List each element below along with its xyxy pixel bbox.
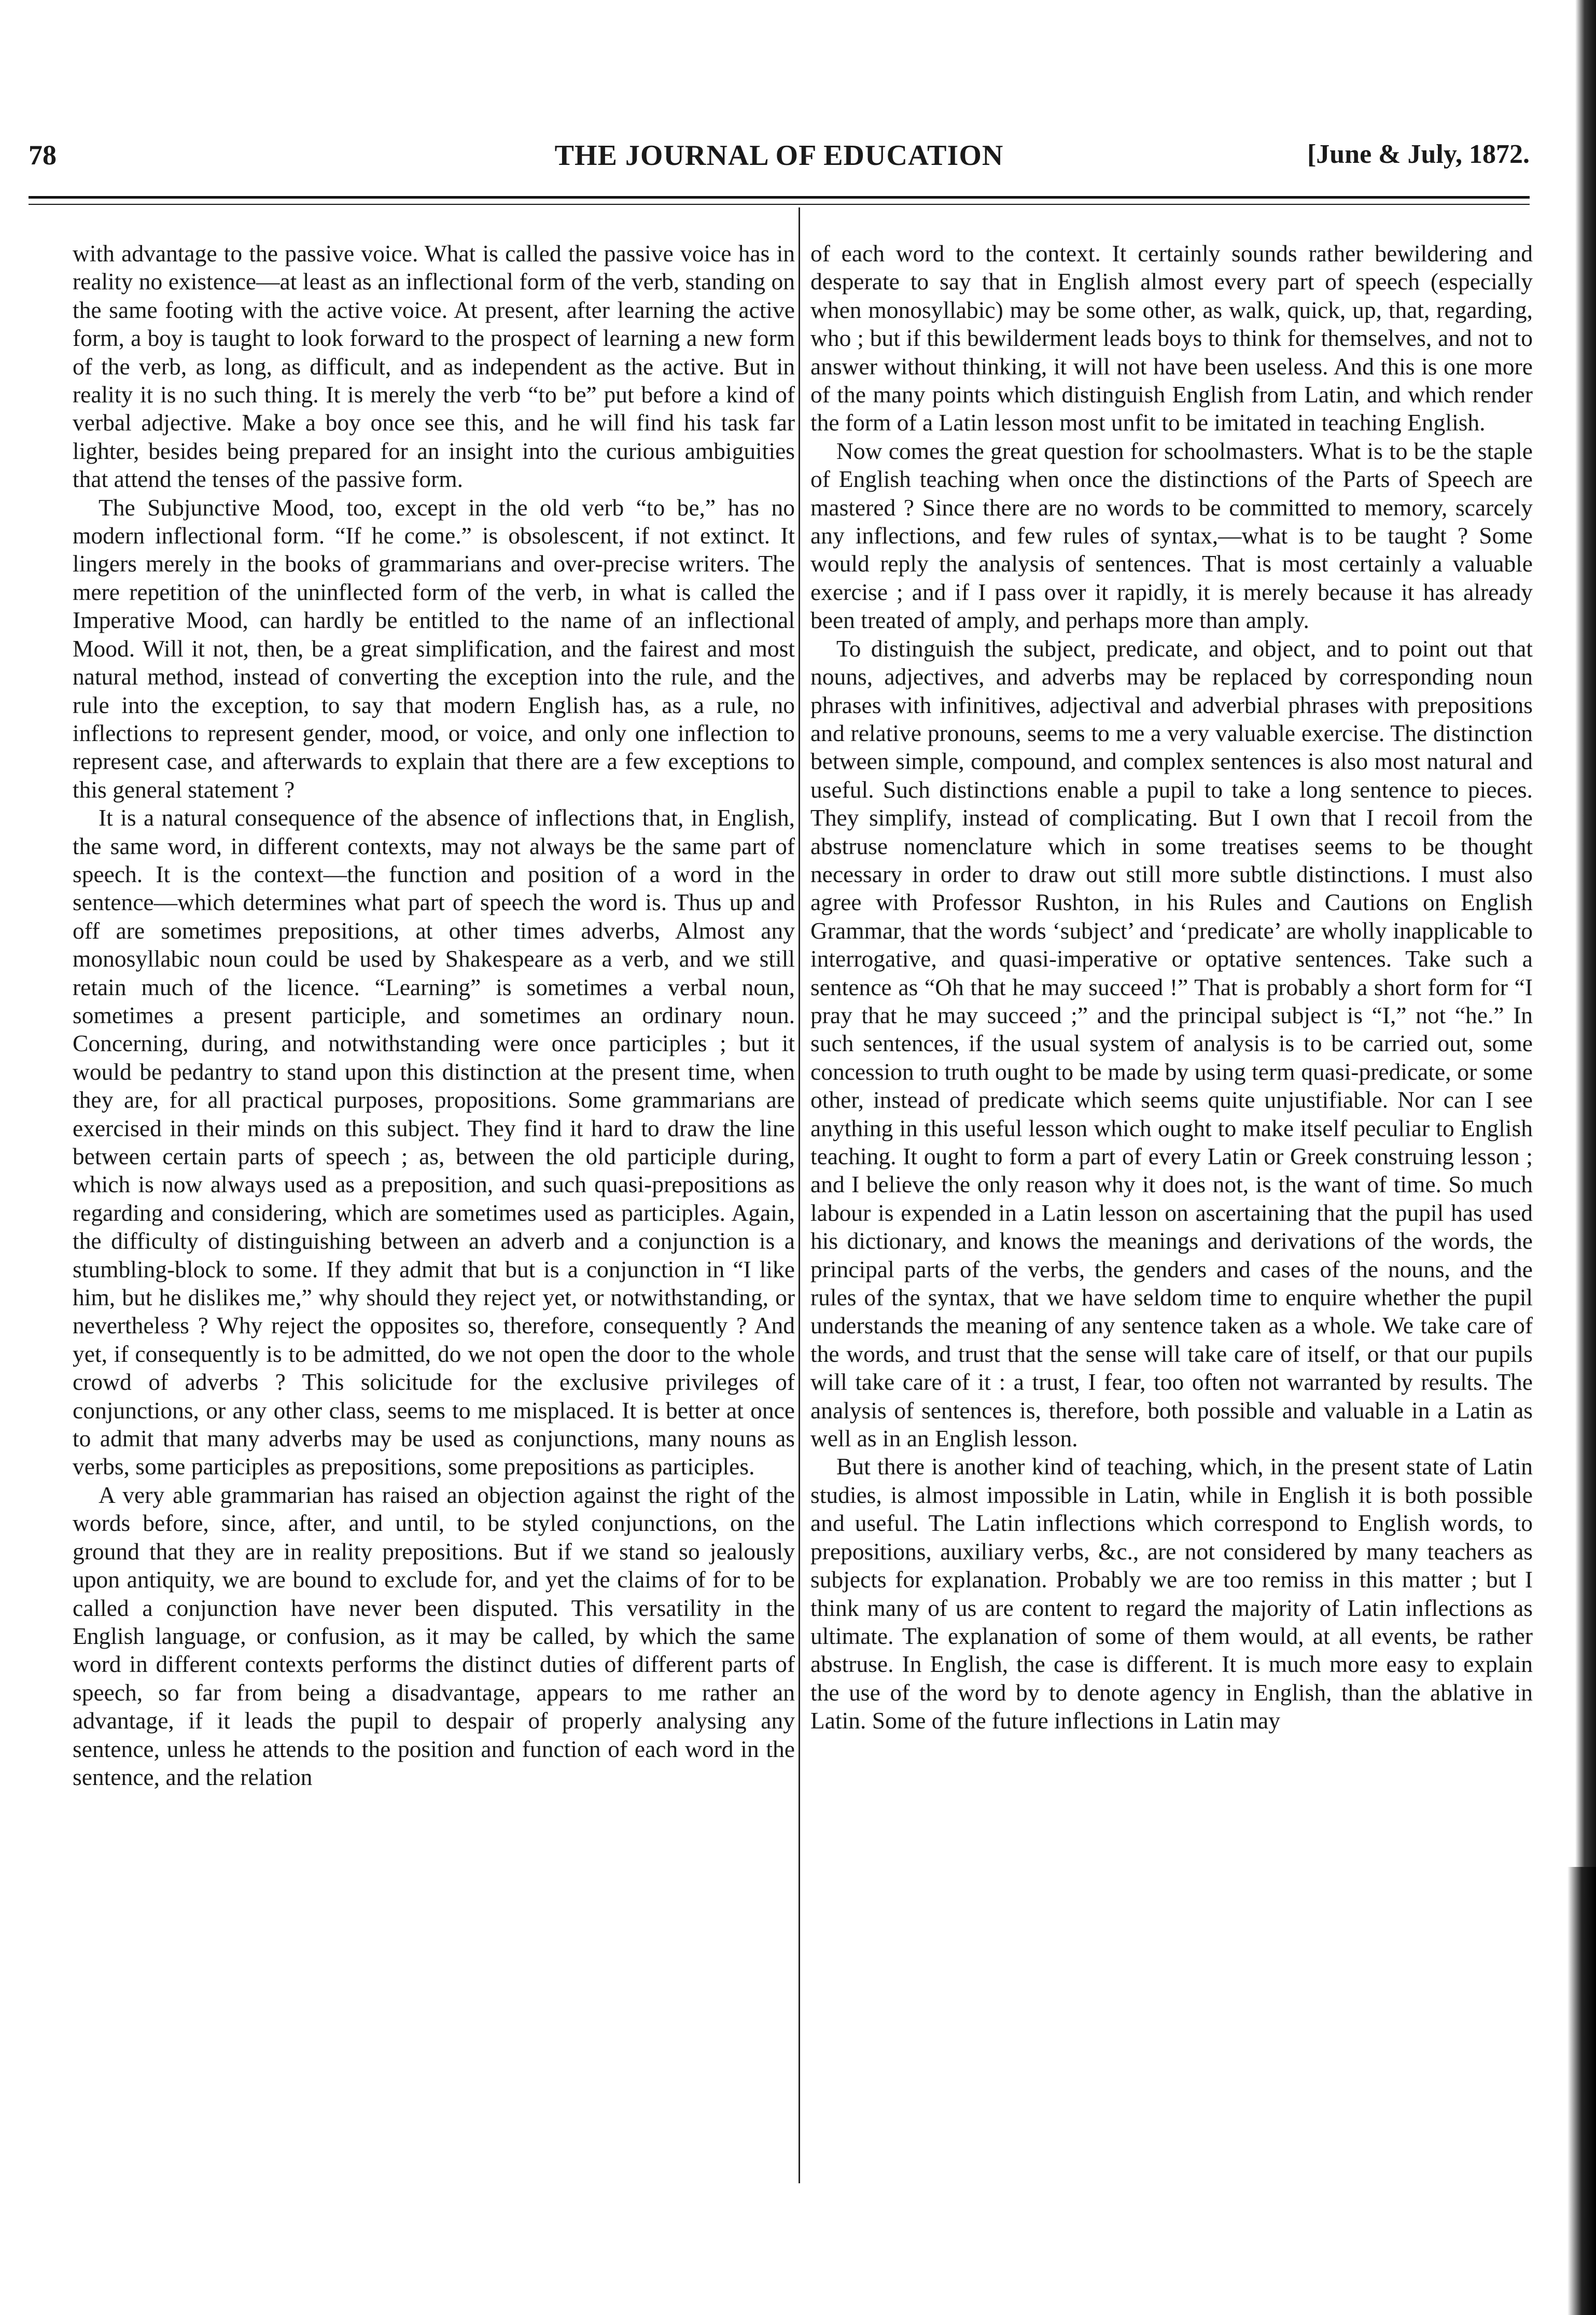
paragraph: The Subjunctive Mood, too, except in the old verb “to be,” has no modern inflectional form. “If he come.” is obsolescent, if not extinct. It lingers merely in the books of grammarians and over-precise writers. The mere repetition of the uninflected form of the verb, in what is called the Imperative Mood, can hardly be entitled to the name of an inflectional Mood. Will it not, then, be a great simplification, and the fairest and most natural method, instead of converting the exception into the rule, and the rule into the exception, to say that modern English has, as a rule, no inflections to represent gender, mood, or voice, and only one inflection to represent case, and afterwards to explain that there are a few exceptions to this general statement ? <box>73 494 795 803</box>
left-column <box>73 240 795 1791</box>
paragraph: A very able grammarian has raised an objection against the right of the words before, since, after, and until, to be styled conjunctions, on the ground that they are in reality prepositions. But if we stand so jealously upon antiquity, we are bound to exclude for, and yet the claims of for to be called a conjunction have never been disputed. This versatility in the English language, or confusion, as it may be called, by which the same word in different contexts performs the distinct duties of different parts of speech, so far from being a disadvantage, appears to me rather an advantage, if it leads the pupil to despair of properly analysing any sentence, unless he attends to the position and function of each word in the sentence, and the relation <box>73 1481 795 1790</box>
journal-title: THE JOURNAL OF EDUCATION <box>554 140 1004 172</box>
right-column <box>810 240 1533 1735</box>
header-rule-thick <box>29 196 1530 199</box>
running-header <box>29 139 1530 186</box>
paragraph: with advantage to the passive voice. What is called the passive voice has in reality no existence—at least as an inflectional form of the verb, standing on the same footing with the active voice. At present, after learning the active form, a boy is taught to look forward to the prospect of learning a new form of the verb, as long, as difficult, and as independent as the active. But in reality it is no such thing. It is merely the verb “to be” put before a kind of verbal adjective. Make a boy once see this, and he will find his task far lighter, besides being prepared for an insight into the curious ambiguities that attend the tenses of the passive form. <box>73 240 795 493</box>
header-rule-thin <box>29 204 1530 205</box>
paragraph: To distinguish the subject, predicate, and object, and to point out that nouns, adjectives, and adverbs may be replaced by corresponding noun phrases with infinitives, adjectival and adverbial phrases with prepositions and relative pronouns, seems to me a very valuable exercise. The distinction between simple, compound, and complex sentences is also most natural and useful. Such distinctions enable a pupil to take a long sentence to pieces. They simplify, instead of complicating. But I own that I recoil from the abstruse nomenclature which in some treatises seems to be thought necessary in order to draw out still more subtle distinctions. I must also agree with Professor Rushton, in his Rules and Cautions on English Grammar, that the words ‘subject’ and ‘predicate’ are wholly inapplicable to interrogative, and quasi-imperative or optative sentences. Take such a sentence as “Oh that he may succeed !” That is probably a short form for “I pray that he may succeed ;” and the principal subject is “I,” not “he.” In such sentences, if the usual system of analysis is to be carried out, some concession to truth ought to be made by using term quasi-predicate, or some other, instead of predicate which seems quite unjustifiable. Nor can I see anything in this useful lesson which ought to make itself peculiar to English teaching. It ought to form a part of every Latin or Greek construing lesson ; and I believe the only reason why it does not, is the want of time. So much labour is expended in a Latin lesson on ascertaining that the pupil has used his dictionary, and knows the meanings and derivations of the words, the principal parts of the verbs, the genders and cases of the nouns, and the rules of the syntax, that we have seldom time to enquire whether the pupil understands the meaning of any sentence taken as a whole. We take care of the words, and trust that the sense will take care of itself, or that our pupils will take care of it : a trust, I fear, too often not warranted by results. The analysis of sentences is, therefore, both possible and valuable in a Latin as well as in an English lesson. <box>810 635 1533 1452</box>
paragraph: Now comes the great question for schoolmasters. What is to be the staple of English teaching when once the distinctions of the Parts of Speech are mastered ? Since there are no words to be committed to memory, scarcely any inflections, and few rules of syntax,—what is to be taught ? Some would reply the analysis of sentences. That is most certainly a valuable exercise ; and if I pass over it rapidly, it is merely because it has already been treated of amply, and perhaps more than amply. <box>810 437 1533 634</box>
paragraph: of each word to the context. It certainly sounds rather bewildering and desperate to say that in English almost every part of speech (especially when monosyllabic) may be some other, as walk, quick, up, that, regarding, who ; but if this bewilderment leads boys to think for themselves, and not to answer without thinking, it will not have been useless. And this is one more of the many points which distinguish English from Latin, and which render the form of a Latin lesson most unfit to be imitated in teaching English. <box>810 240 1533 436</box>
paragraph: But there is another kind of teaching, which, in the present state of Latin studies, is almost impossible in Latin, while in English it is both possible and useful. The Latin inflections which correspond to English words, to prepositions, auxiliary verbs, &c., are not considered by many teachers as subjects for explanation. Probably we are too remiss in this matter ; but I think many of us are content to regard the majority of Latin inflections as ultimate. The explanation of some of them would, at all events, be rather abstruse. In English, the case is different. It is much more easy to explain the use of the word by to denote agency in English, than the ablative in Latin. Some of the future inflections in Latin may <box>810 1453 1533 1734</box>
page-binding-shadow <box>1567 1867 1596 2315</box>
column-divider <box>799 207 800 2183</box>
paragraph: It is a natural consequence of the absence of inflections that, in English, the same word, in different contexts, may not always be the same part of speech. It is the context—the function and position of a word in the sentence—which determines what part of speech the word is. Thus up and off are sometimes prepositions, at other times adverbs, Almost any monosyllabic noun could be used by Shakespeare as a verb, and we still retain much of the licence. “Learning” is sometimes a verbal noun, sometimes a present participle, and sometimes an ordinary noun. Concerning, during, and notwithstanding were once participles ; but it would be pedantry to stand upon this distinction at the present time, when they are, for all practical purposes, propositions. Some grammarians are exercised in their minds on this subject. They find it hard to draw the line between certain parts of speech ; as, between the old participle during, which is now always used as a preposition, and such quasi-prepositions as regarding and considering, which are sometimes used as participles. Again, the difficulty of distinguishing between an adverb and a conjunction is a stumbling-block to some. If they admit that but is a conjunction in “I like him, but he dislikes me,” why should they reject yet, or notwithstanding, or nevertheless ? Why reject the opposites so, therefore, consequently ? And yet, if consequently is to be admitted, do we not open the door to the whole crowd of adverbs ? This solicitude for the exclusive privileges of conjunctions, or any other class, seems to me misplaced. It is better at once to admit that many adverbs may be used as conjunctions, many nouns as verbs, some participles as prepositions, some prepositions as participles. <box>73 804 795 1480</box>
page-number: 78 <box>29 140 57 171</box>
issue-date: [June & July, 1872. <box>1307 140 1530 169</box>
